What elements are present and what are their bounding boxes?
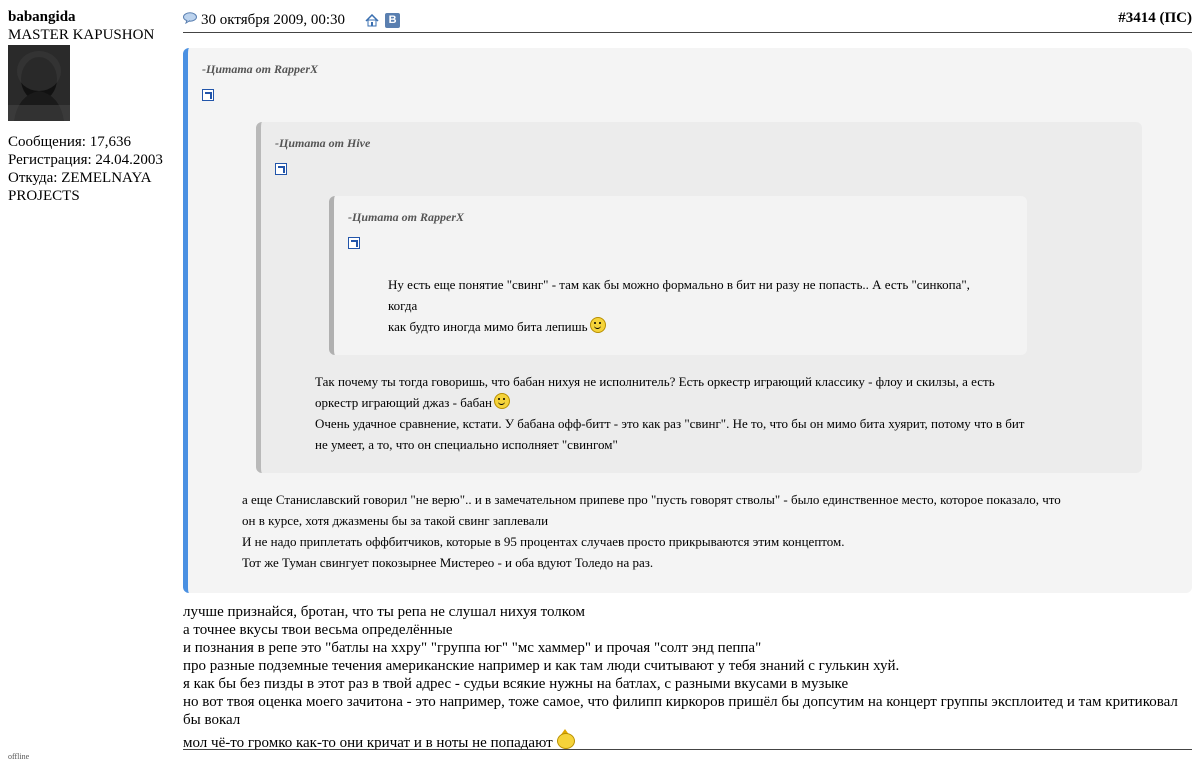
post-number-block <box>1118 10 1192 27</box>
quote-line: Тот же Туман свингует покозырнее Мистерео - и оба вдуют Толедо на раз. <box>242 555 654 570</box>
author-rank: MASTER KAPUSHON <box>8 27 155 43</box>
quote-rapperx-inner <box>329 196 1027 355</box>
quote-line: а еще Станиславский говорил "не верю".. и в замечательном припеве про "пусть говорят стволы" - было единственное место, которое показало, что <box>242 492 1061 507</box>
message-line-with-smile: мол чё-то громко как-то они кричат и в ноты не попадают <box>183 729 1192 752</box>
quote-link-icon[interactable] <box>275 163 287 175</box>
ps-link[interactable]: (ПС) <box>1159 10 1192 26</box>
speech-bubble-icon <box>183 12 197 29</box>
quote-line-with-smile: оркестр играющий джаз - бабан <box>315 392 1082 413</box>
avatar[interactable] <box>8 45 70 121</box>
quote-hive <box>256 122 1142 473</box>
quote-title: -Цитата от Hive <box>275 136 371 150</box>
post-message <box>183 603 1192 752</box>
crown-smile-icon <box>556 729 574 749</box>
quote-body <box>242 489 1142 573</box>
wink-smile-icon <box>494 393 510 409</box>
message-line: про разные подземные течения американские например и как там люди считывают у тебя знаний с гулькин хуй. <box>183 658 900 674</box>
quote-title: -Цитата от RapperX <box>202 62 319 76</box>
author-posts: Сообщения: 17,636 <box>8 134 131 150</box>
message-line: а точнее вкусы твои весьма определённые <box>183 622 453 638</box>
author-panel <box>8 8 183 761</box>
quote-line: не умеет, а то, что он специально исполняет "свингом" <box>315 437 618 452</box>
quote-link-icon[interactable] <box>202 89 214 101</box>
quote-link-icon[interactable] <box>348 237 360 249</box>
vk-icon[interactable]: В <box>385 13 400 28</box>
message-line: и познания в репе это "батлы на xxpy" "группа юг" "мс хаммер" и прочая "солт энд пеппа" <box>183 640 762 656</box>
quote-body <box>388 274 987 337</box>
post-header <box>183 8 1192 33</box>
home-icon[interactable] <box>365 14 379 27</box>
post-date: 30 октября 2009, 00:30 <box>201 11 346 28</box>
post-number[interactable]: #3414 <box>1118 10 1156 26</box>
message-line: я как бы без пизды в этот раз в твой адрес - судьи всякие нужны на батлах, с разными вкусами в музыке <box>183 676 849 692</box>
quote-title: -Цитата от RapperX <box>348 210 465 224</box>
quote-line-with-smile: как будто иногда мимо бита лепишь <box>388 316 987 337</box>
quote-rapperx <box>183 48 1192 593</box>
post-content <box>183 8 1192 753</box>
author-name[interactable]: babangida <box>8 9 76 25</box>
quote-line: он в курсе, хотя джазмены бы за такой свинг заплевали <box>242 513 549 528</box>
post-divider <box>183 749 1192 750</box>
quote-line: И не надо приплетать оффбитчиков, которые в 95 процентах случаев просто прикрываются этим концептом. <box>242 534 845 549</box>
quote-body <box>315 371 1082 455</box>
author-location: Откуда: ZEMELNAYA PROJECTS <box>8 170 151 204</box>
quote-line: Так почему ты тогда говоришь, что бабан нихуя не исполнитель? Есть оркестр играющий классику - флоу и скилзы, а есть <box>315 374 995 389</box>
wink-smile-icon <box>590 317 606 333</box>
message-line: но вот твоя оценка моего зачитона - это например, тоже самое, что филипп киркоров пришёл бы допсутим на концерт группы эксплоитед и там критиковал бы вокал <box>183 694 1178 728</box>
quote-line: Очень удачное сравнение, кстати. У бабана офф-битт - это как раз "свинг". Не то, что бы он мимо бита хуярит, потому что в бит <box>315 416 1025 431</box>
status-offline: offline <box>8 752 30 761</box>
author-registered: Регистрация: 24.04.2003 <box>8 152 163 168</box>
quote-line: Ну есть еще понятие "свинг" - там как бы можно формально в бит ни разу не попасть.. А есть "синкопа", когда <box>388 277 970 313</box>
message-line: лучше признайся, бротан, что ты репа не слушал нихуя толком <box>183 604 586 620</box>
